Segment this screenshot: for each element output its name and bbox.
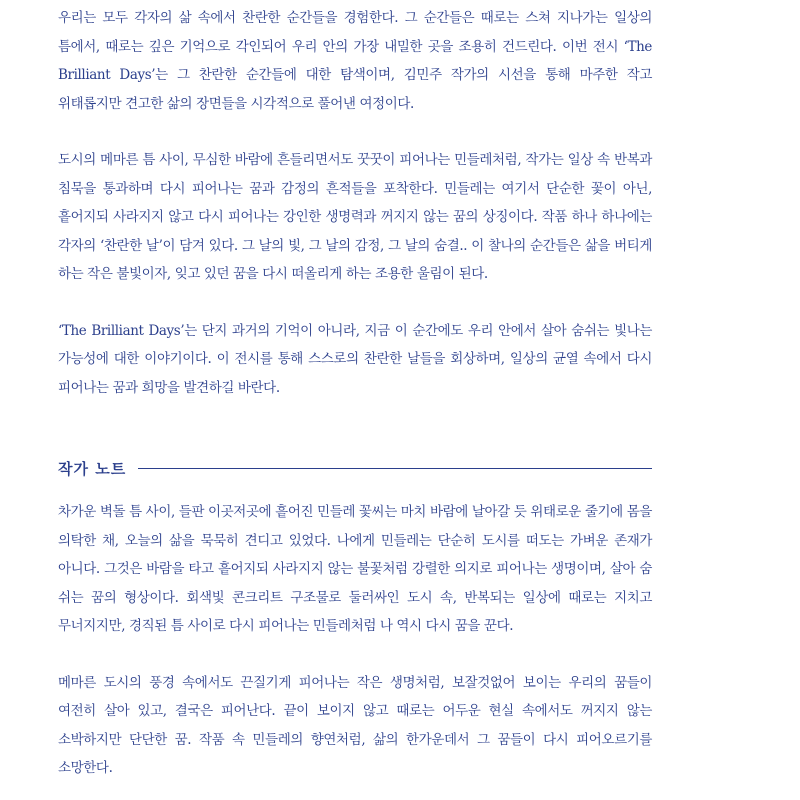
artist-note-paragraph: 메마른 도시의 풍경 속에서도 끈질기게 피어나는 작은 생명처럼, 보잘것없어 보이는 우리의 꿈들이 여전히 살아 있고, 결국은 피어난다. 끝이 보이지 않고 때로는 어두운 현실 속에서도 꺼지지 않는 소박하지만 단단한 꿈. 작품 속 민들레의 향연처럼, 삶의 한가운데서 그 꿈들이 다시 피어오르기를 소망한다. — [58, 674, 652, 776]
intro-paragraph: 우리는 모두 각자의 삶 속에서 찬란한 순간들을 경험한다. 그 순간들은 때로는 스쳐 지나가는 일상의 틈에서, 때로는 깊은 기억으로 각인되어 우리 안의 가장 내밀한 곳을 조용히 건드린다. 이번 전시 ‘The Brilliant Days’는 그 찬란한 순간들에 대한 탐색이며, 김민주 작가의 시선을 통해 마주한 작고 위태롭지만 견고한 삶의 장면들을 시각적으로 풀어낸 여정이다. — [58, 10, 652, 112]
heading-divider — [138, 468, 652, 469]
section-title: 작가 노트 — [58, 459, 127, 478]
artist-note-paragraph: 차가운 벽돌 틈 사이, 들판 이곳저곳에 흩어진 민들레 꽃씨는 마치 바람에 날아갈 듯 위태로운 줄기에 몸을 의탁한 채, 오늘의 삶을 묵묵히 견디고 있었다. 나에게 민들레는 단순히 도시를 떠도는 가벼운 존재가 아니다. 그것은 바람을 타고 흩어지되 사라지지 않는 불꽃처럼 강렬한 의지로 피어나는 생명이며, 살아 숨 쉬는 꿈의 형상이다. 회색빛 콘크리트 구조물로 둘러싸인 도시 속, 반복되는 일상에 때로는 지치고 무너지지만, 경직된 틈 사이로 다시 피어나는 민들레처럼 나 역시 다시 꿈을 꾼다. — [58, 504, 652, 634]
artist-note-heading — [58, 454, 652, 482]
paragraph-spacer — [58, 118, 652, 146]
intro-paragraph: ‘The Brilliant Days’는 단지 과거의 기억이 아니라, 지금 이 순간에도 우리 안에서 살아 숨쉬는 빛나는 가능성에 대한 이야기이다. 이 전시를 통해 스스로의 찬란한 날들을 회상하며, 일상의 균열 속에서 다시 피어나는 꿈과 희망을 발견하길 바란다. — [58, 322, 652, 396]
artist-note-section — [58, 498, 652, 783]
document-page — [58, 4, 652, 783]
intro-paragraph: 도시의 메마른 틈 사이, 무심한 바람에 흔들리면서도 꿋꿋이 피어나는 민들레처럼, 작가는 일상 속 반복과 침묵을 통과하며 다시 피어나는 꿈과 감정의 흔적들을 포착한다. 민들레는 여기서 단순한 꽃이 아닌, 흩어지되 사라지지 않고 다시 피어나는 강인한 생명력과 꺼지지 않는 꿈의 상징이다. 작품 하나 하나에는 각자의 ‘찬란한 날’이 담겨 있다. 그 날의 빛, 그 날의 감정, 그 날의 숨결.. 이 찰나의 순간들은 삶을 버티게 하는 작은 불빛이자, 잊고 있던 꿈을 다시 떠올리게 하는 조용한 울림이 된다. — [58, 152, 652, 282]
paragraph-spacer — [58, 289, 652, 317]
intro-section — [58, 4, 652, 402]
paragraph-spacer — [58, 641, 652, 669]
